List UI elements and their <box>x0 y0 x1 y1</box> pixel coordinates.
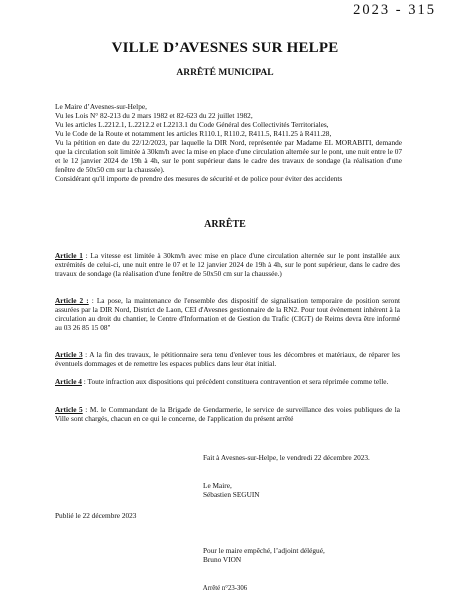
visa-line: Vu le Code de la Route et notamment les articles R110.1, R110.2, R411.5, R411.25 à R411.28, <box>55 129 332 138</box>
article-text: : La pose, la maintenance de l'ensemble des dispositif de signalisation temporaire de position seront assurées par la DIR Nord, District de Laon, CEI d'Avesnes gestionnaire de la RN2. Pour tout évènement inhérent à la circulation au droit du chantier, le Centre d'Information et de Gestion du Trafic (CIGT) de Reims devra être informé au 03 26 85 15 08" <box>55 296 400 332</box>
decree-title: ARRÊTE <box>204 219 246 230</box>
article-label: Article 5 <box>55 405 83 414</box>
visa-line: Considérant qu'il importe de prendre des mesures de sécurité et de police pour éviter des accidents <box>55 174 343 183</box>
mayor-title: Le Maire, <box>203 481 232 490</box>
visa-line: Vu les Lois N° 82-213 du 2 mars 1982 et 82-623 du 22 juillet 1982, <box>55 111 253 120</box>
article-5 <box>55 405 400 423</box>
visas-section <box>55 102 402 183</box>
city-title: VILLE D’AVESNES SUR HELPE <box>111 40 339 56</box>
document-type: ARRÊTÉ MUNICIPAL <box>176 68 274 78</box>
visa-line: Vu les articles L.2212.1, L.2212.2 et L2213.1 du Code Général des Collectivités Territoriales, <box>55 120 329 129</box>
article-label: Article 2 : <box>55 296 89 305</box>
deputy-title: Pour le maire empêché, l’adjoint délégué, <box>203 546 325 555</box>
deputy-signature-block <box>203 546 325 564</box>
article-label: Article 3 <box>55 350 83 359</box>
visa-line: Vu la pétition en date du 22/12/2023, par laquelle la DIR Nord, représentée par Madame EL MORABITI, demande que la circulation soit limitée à 30km/h avec la mise en place d'une circulation alternée sur le pont, une nuit entre le 07 et le 12 janvier 2024 de 19h à 4h, sur le pont supérieur dans le cadre des travaux de sondage (la réalisation d'une fenêtre de 50x50 cm sur la chaussée). <box>55 138 402 174</box>
article-text: : La vitesse est limitée à 30km/h avec mise en place d'une circulation alternée sur le pont installée aux extrémités de celui-ci, une nuit entre le 07 et le 12 janvier 2024 de 19h à 4h, sur le pont supérieur, dans le cadre des travaux de sondage (la réalisation d'une fenêtre de 50x50 cm sur la chaussée.) <box>55 251 400 278</box>
article-text: : A la fin des travaux, le pétitionnaire sera tenu d'enlever tous les décombres et matériaux, de réparer les éventuels dommages et de remettre les espaces publics dans leur état initial. <box>55 350 400 368</box>
mayor-signature-block <box>203 481 260 499</box>
article-text: : Toute infraction aux dispositions qui précèdent constituera contravention et sera réprimée comme telle. <box>81 377 389 386</box>
article-1 <box>55 251 400 278</box>
article-label: Article 1 <box>55 251 83 260</box>
article-2 <box>55 296 400 332</box>
document-reference: 2023 - 315 <box>353 2 436 18</box>
visa-line: Le Maire d’Avesnes-sur-Helpe, <box>55 102 147 111</box>
article-label: Article 4 <box>55 377 82 386</box>
article-text: : M. le Commandant de la Brigade de Gendarmerie, le service de surveillance des voies publiques de la Ville sont chargés, chacun en ce qui le concerne, de l'application du présent arrêté <box>55 405 401 423</box>
article-3 <box>55 350 400 368</box>
published-date: Publié le 22 décembre 2023 <box>55 511 137 520</box>
mayor-name: Sébastien SEGUIN <box>203 490 260 499</box>
article-4 <box>55 377 400 386</box>
made-at-line: Fait à Avesnes-sur-Helpe, le vendredi 22 décembre 2023. <box>203 453 370 462</box>
footer-decree-number: Arrêté n°23-306 <box>202 585 248 592</box>
deputy-name: Bruno VION <box>203 555 242 564</box>
